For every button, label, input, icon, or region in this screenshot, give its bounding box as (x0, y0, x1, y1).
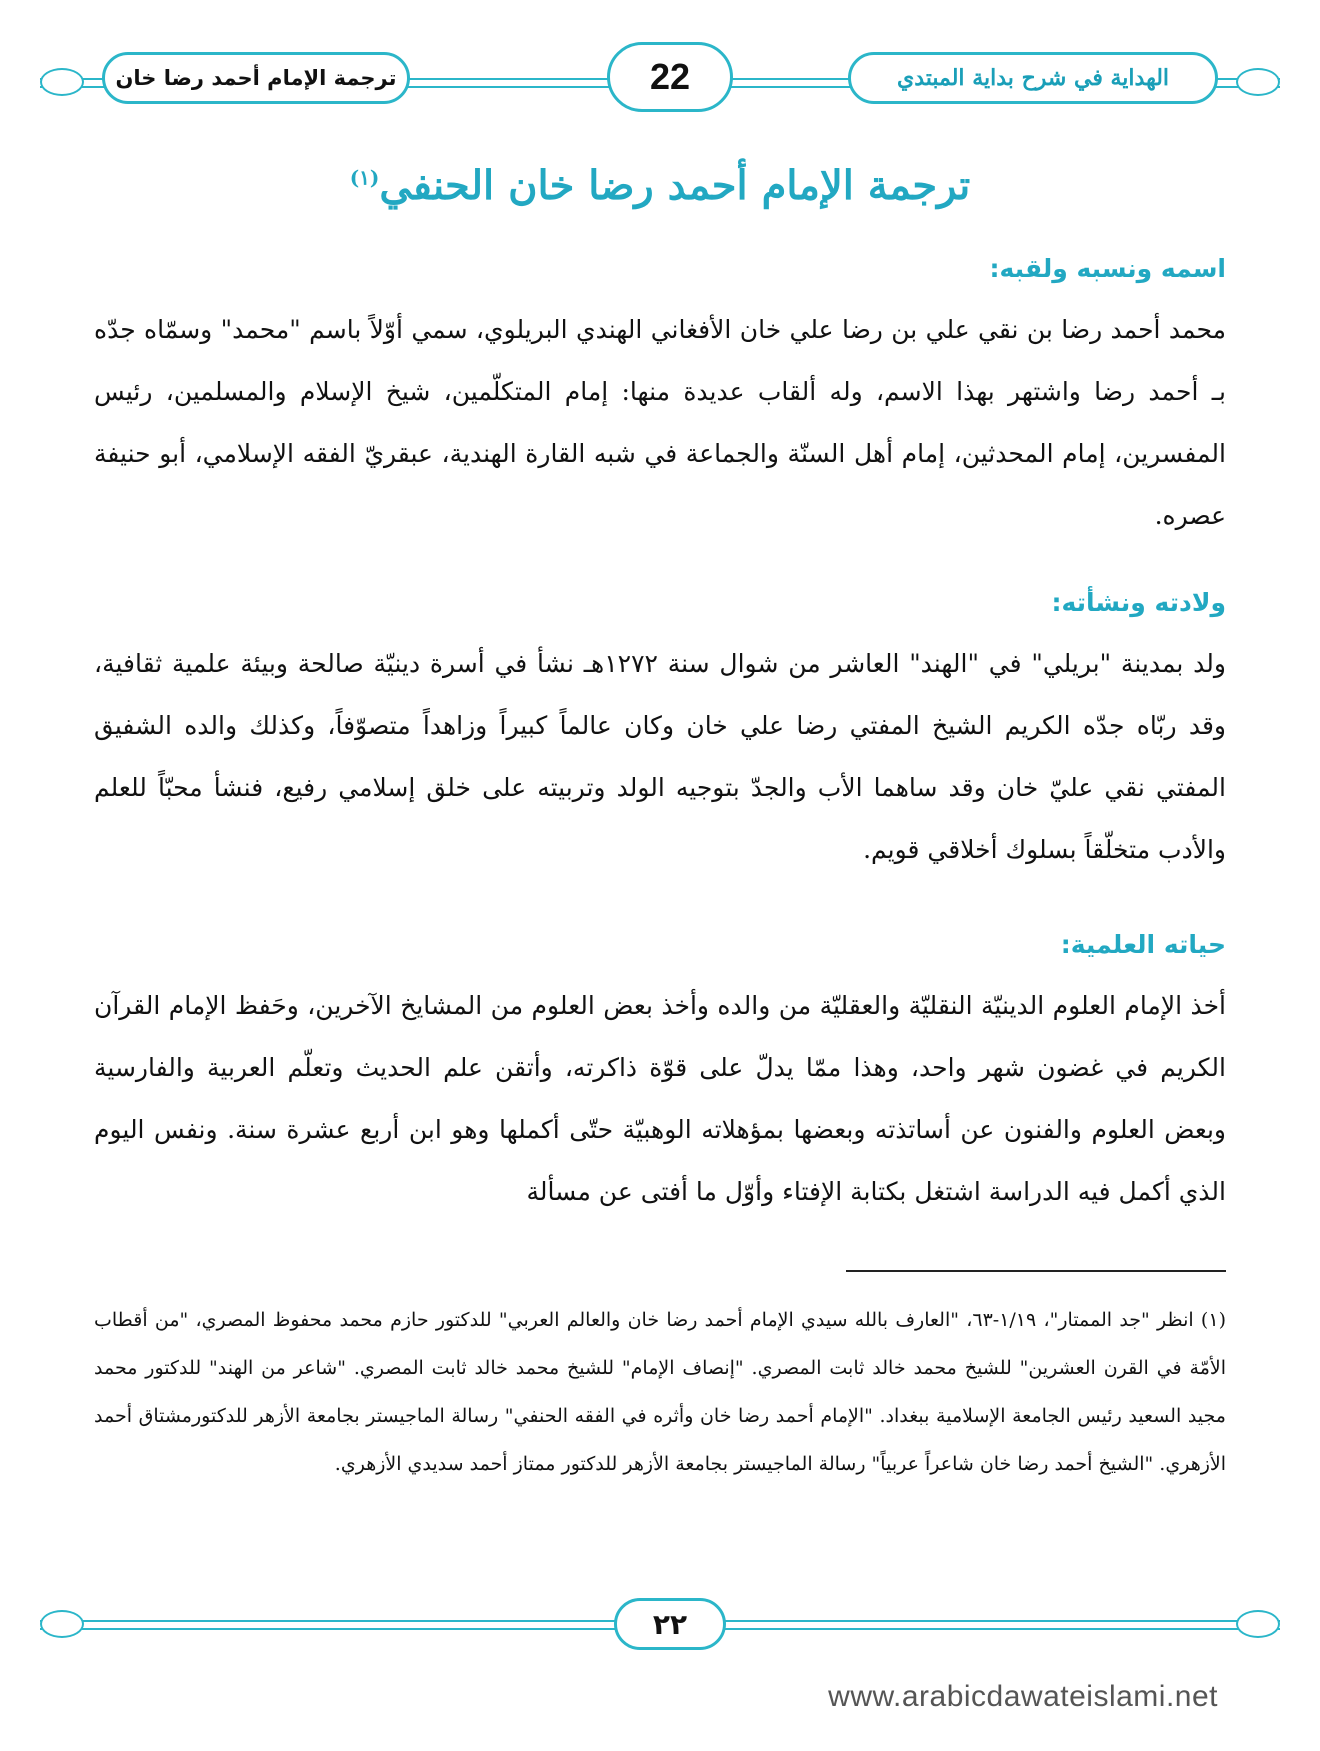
section-paragraph: ولد بمدينة "بريلي" في "الهند" العاشر من شوال سنة ١٢٧٢هـ نشأ في أسرة دينيّة صالحة وبيئة علمية ثقافية، وقد ربّاه جدّه الكريم الشيخ المفتي رضا علي خان وكان عالماً كبيراً وزاهداً متصوّفاً، وكذلك والده الشفيق المفتي نقي عليّ خان وقد ساهما الأب والجدّ بتوجيه الولد وتربيته على خلق إسلامي رفيع، فنشأ محبّاً للعلم والأدب متخلّقاً بسلوك أخلاقي قويم. (94, 649, 1226, 864)
chapter-title-badge (102, 52, 410, 104)
footer-page-number: ٢٢ (652, 1607, 688, 1641)
section-paragraph: أخذ الإمام العلوم الدينيّة النقليّة والعقليّة من والده وأخذ بعض العلوم من المشايخ الآخرين، وحَفظ الإمام القرآن الكريم في غضون شهر واحد، وهذا ممّا يدلّ على قوّة ذاكرته، وأتقن علم الحديث وتعلّم العربية والفارسية وبعض العلوم والفنون عن أساتذته وبعضها بمؤهلاته الوهبيّة حتّى أكملها وهو ابن أربع عشرة سنة. ونفس اليوم الذي أكمل فيه الدراسة اشتغل بكتابة الإفتاء وأوّل ما أفتى عن مسألة (94, 991, 1226, 1206)
page-footer (40, 1592, 1280, 1662)
section-name-lineage (94, 254, 1226, 559)
page-title-text: ترجمة الإمام أحمد رضا خان الحنفي (379, 162, 971, 209)
website-url: www.arabicdawateislami.net (828, 1680, 1218, 1713)
section-heading: حياته العلمية: (1060, 930, 1226, 959)
page-header (40, 38, 1280, 124)
section-birth-upbringing (94, 588, 1226, 893)
book-title-badge (848, 52, 1218, 104)
section-heading: اسمه ونسبه ولقبه: (989, 254, 1226, 283)
footer-page-number-badge (614, 1598, 726, 1650)
section-scholarly-life (94, 930, 1226, 1235)
page-title (94, 162, 1226, 209)
footer-ornament-right (1236, 1610, 1280, 1638)
page-number: 22 (649, 56, 691, 97)
title-footnote-ref: (١) (349, 165, 380, 190)
header-ornament-left (40, 68, 84, 96)
section-paragraph: محمد أحمد رضا بن نقي علي بن رضا علي خان الأفغاني الهندي البريلوي، سمي أوّلاً باسم "محمد" وسمّاه جدّه بـ أحمد رضا واشتهر بهذا الاسم، وله ألقاب عديدة منها: إمام المتكلّمين، شيخ الإسلام والمسلمين، رئيس المفسرين، إمام المحدثين، إمام أهل السنّة والجماعة في شبه القارة الهندية، عبقريّ الفقه الإسلامي، أبو حنيفة عصره. (94, 315, 1226, 530)
header-ornament-right (1236, 68, 1280, 96)
footnote-divider (846, 1270, 1226, 1272)
book-title: الهداية في شرح بداية المبتدي (896, 65, 1170, 91)
footer-ornament-left (40, 1610, 84, 1638)
chapter-title: ترجمة الإمام أحمد رضا خان (115, 66, 397, 90)
page-number-badge (607, 42, 733, 112)
footnote: (١) انظر "جد الممتار"، ١/١٩-٦٣، "العارف بالله سيدي الإمام أحمد رضا خان والعالم العربي" للدكتور حازم محمد محفوظ المصري، "من أقطاب الأمّة في القرن العشرين" للشيخ محمد خالد ثابت المصري. "إنصاف الإمام" للشيخ محمد خالد ثابت المصري. "شاعر من الهند" للدكتور محمد مجيد السعيد رئيس الجامعة الإسلامية ببغداد. "الإمام أحمد رضا خان وأثره في الفقه الحنفي" رسالة الماجيستر بجامعة الأزهر للدكتورمشتاق أحمد الأزهري. "الشيخ أحمد رضا خان شاعراً عربياً" رسالة الماجيستر بجامعة الأزهر للدكتور ممتاز أحمد سديدي الأزهري. (94, 1309, 1226, 1475)
section-heading: ولادته ونشأته: (1051, 588, 1226, 617)
